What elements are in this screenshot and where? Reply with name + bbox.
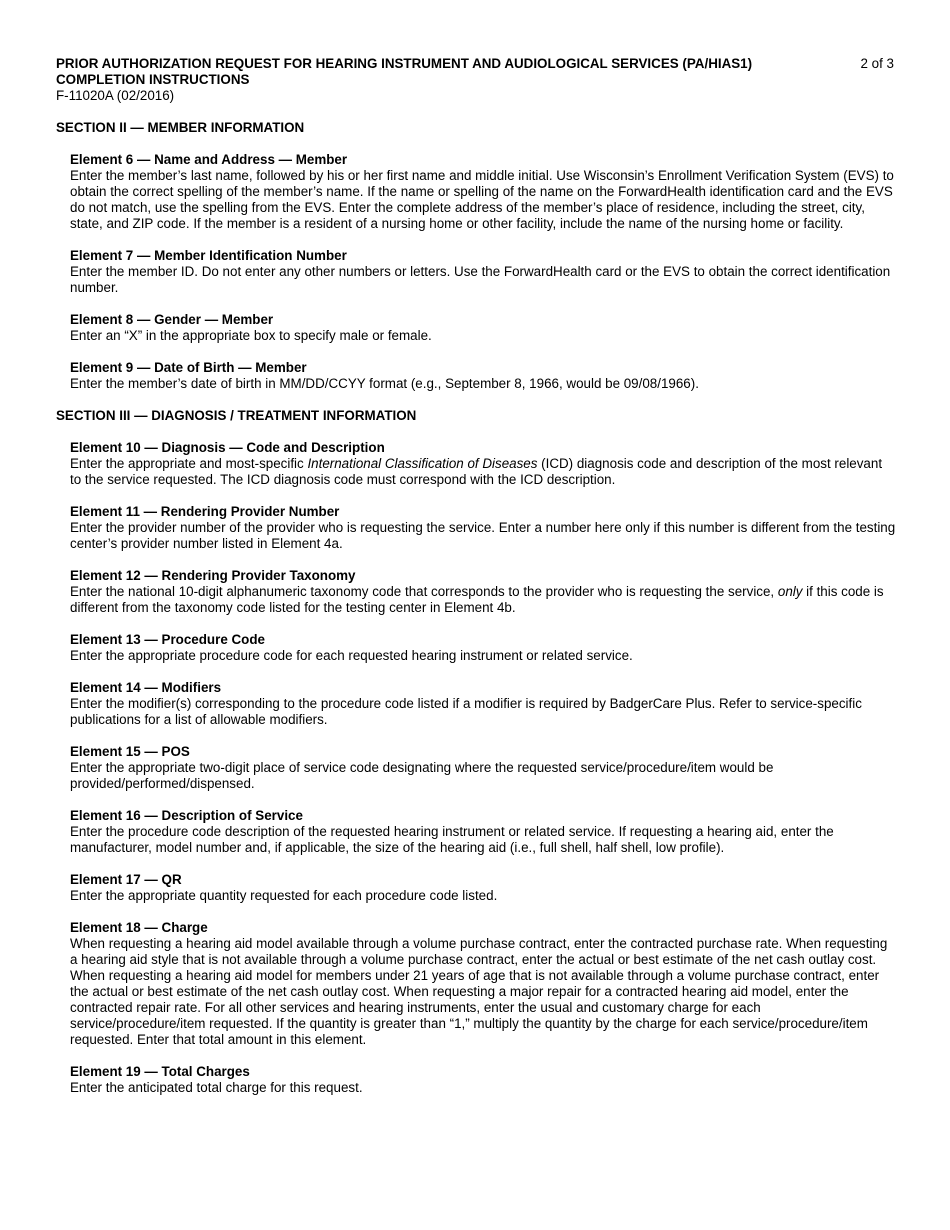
form-title-line-1: PRIOR AUTHORIZATION REQUEST FOR HEARING INSTRUMENT AND AUDIOLOGICAL SERVICES (PA/HIAS1) (56, 56, 753, 71)
element-19 (70, 1064, 896, 1096)
document-header (56, 56, 896, 104)
element-title: Element 14 — Modifiers (70, 680, 222, 695)
form-number: F-11020A (02/2016) (56, 88, 175, 103)
element-title: Element 13 — Procedure Code (70, 632, 265, 647)
element-6 (70, 152, 896, 232)
element-body: When requesting a hearing aid model available through a volume purchase contract, enter the contracted purchase rate. When requesting a hearing aid style that is not available through a volume purchase contract, enter the actual or best estimate of the net cash outlay cost. When requesting a hearing aid model for members under 21 years of age that is not available through a volume purchase contract, enter the actual or best estimate of the net cash outlay cost. When requesting a major repair for a contracted hearing aid model, enter the contracted repair rate. For all other services and hearing instruments, enter the usual and customary charge for each service/procedure/item requested. If the quantity is greater than “1,” multiply the quantity by the charge for each service/procedure/item requested. Enter that total amount in this element. (70, 936, 888, 1047)
element-7 (70, 248, 896, 296)
element-title: Element 18 — Charge (70, 920, 208, 935)
element-body-italic: only (777, 584, 803, 599)
element-title: Element 19 — Total Charges (70, 1064, 250, 1079)
element-body: Enter the procedure code description of the requested hearing instrument or related service. If requesting a hearing aid, enter the manufacturer, model number and, if applicable, the size of the hearing aid (i.e., full shell, half shell, low profile). (70, 824, 834, 855)
element-18 (70, 920, 896, 1048)
element-body: Enter the appropriate procedure code for each requested hearing instrument or related service. (70, 648, 633, 663)
form-title-line-2: COMPLETION INSTRUCTIONS (56, 72, 250, 87)
element-title: Element 12 — Rendering Provider Taxonomy (70, 568, 356, 583)
element-11 (70, 504, 896, 552)
element-title: Element 8 — Gender — Member (70, 312, 274, 327)
element-body: Enter the appropriate two-digit place of service code designating where the requested service/procedure/item would be provided/performed/dispensed. (70, 760, 774, 791)
element-body: Enter an “X” in the appropriate box to specify male or female. (70, 328, 432, 343)
section-heading-diagnosis-treatment: SECTION III — DIAGNOSIS / TREATMENT INFORMATION (56, 408, 417, 423)
element-body-text: Enter the national 10-digit alphanumeric taxonomy code that corresponds to the provider who is requesting the service, (70, 584, 778, 599)
element-body-italic: International Classification of Diseases (307, 456, 538, 471)
section-heading-member-information: SECTION II — MEMBER INFORMATION (56, 120, 305, 135)
element-17 (70, 872, 896, 904)
element-body: Enter the member ID. Do not enter any other numbers or letters. Use the ForwardHealth card or the EVS to obtain the correct identification number. (70, 264, 891, 295)
element-body (70, 584, 896, 616)
document-page (56, 56, 896, 1096)
element-body: Enter the appropriate quantity requested for each procedure code listed. (70, 888, 498, 903)
element-body: Enter the member’s last name, followed by his or her first name and middle initial. Use Wisconsin’s Enrollment Verification System (EVS) to obtain the correct spelling of the member’s name. If the name or spelling of the name on the ForwardHealth identification card and the EVS do not match, use the spelling from the EVS. Enter the complete address of the member’s place of residence, including the street, city, state, and ZIP code. If the member is a resident of a nursing home or other facility, include the name of the nursing home or facility. (70, 168, 894, 231)
element-body (70, 456, 896, 488)
element-title: Element 10 — Diagnosis — Code and Description (70, 440, 385, 455)
element-title: Element 11 — Rendering Provider Number (70, 504, 340, 519)
element-title: Element 6 — Name and Address — Member (70, 152, 348, 167)
element-body-text: Enter the appropriate and most-specific (70, 456, 308, 471)
element-title: Element 15 — POS (70, 744, 190, 759)
element-title: Element 7 — Member Identification Number (70, 248, 347, 263)
page-number: 2 of 3 (860, 56, 894, 71)
element-title: Element 16 — Description of Service (70, 808, 303, 823)
element-title: Element 17 — QR (70, 872, 182, 887)
element-13 (70, 632, 896, 664)
element-14 (70, 680, 896, 728)
form-title (56, 56, 826, 88)
element-body: Enter the anticipated total charge for this request. (70, 1080, 363, 1095)
element-body-text: (ICD) diagnosis code and description of the most relevant to the service requested. The ICD diagnosis code must correspond with the ICD description. (70, 456, 883, 487)
element-body: Enter the modifier(s) corresponding to the procedure code listed if a modifier is required by BadgerCare Plus. Refer to service-specific publications for a list of allowable modifiers. (70, 696, 862, 727)
element-9 (70, 360, 896, 392)
element-12 (70, 568, 896, 616)
element-8 (70, 312, 896, 344)
element-15 (70, 744, 896, 792)
element-10 (70, 440, 896, 488)
element-body: Enter the member’s date of birth in MM/DD/CCYY format (e.g., September 8, 1966, would be 09/08/1966). (70, 376, 699, 391)
element-title: Element 9 — Date of Birth — Member (70, 360, 307, 375)
element-16 (70, 808, 896, 856)
element-body-text: if this code is different from the taxonomy code listed for the testing center in Element 4b. (70, 584, 884, 615)
element-body: Enter the provider number of the provider who is requesting the service. Enter a number here only if this number is different from the testing center’s provider number listed in Element 4a. (70, 520, 896, 551)
